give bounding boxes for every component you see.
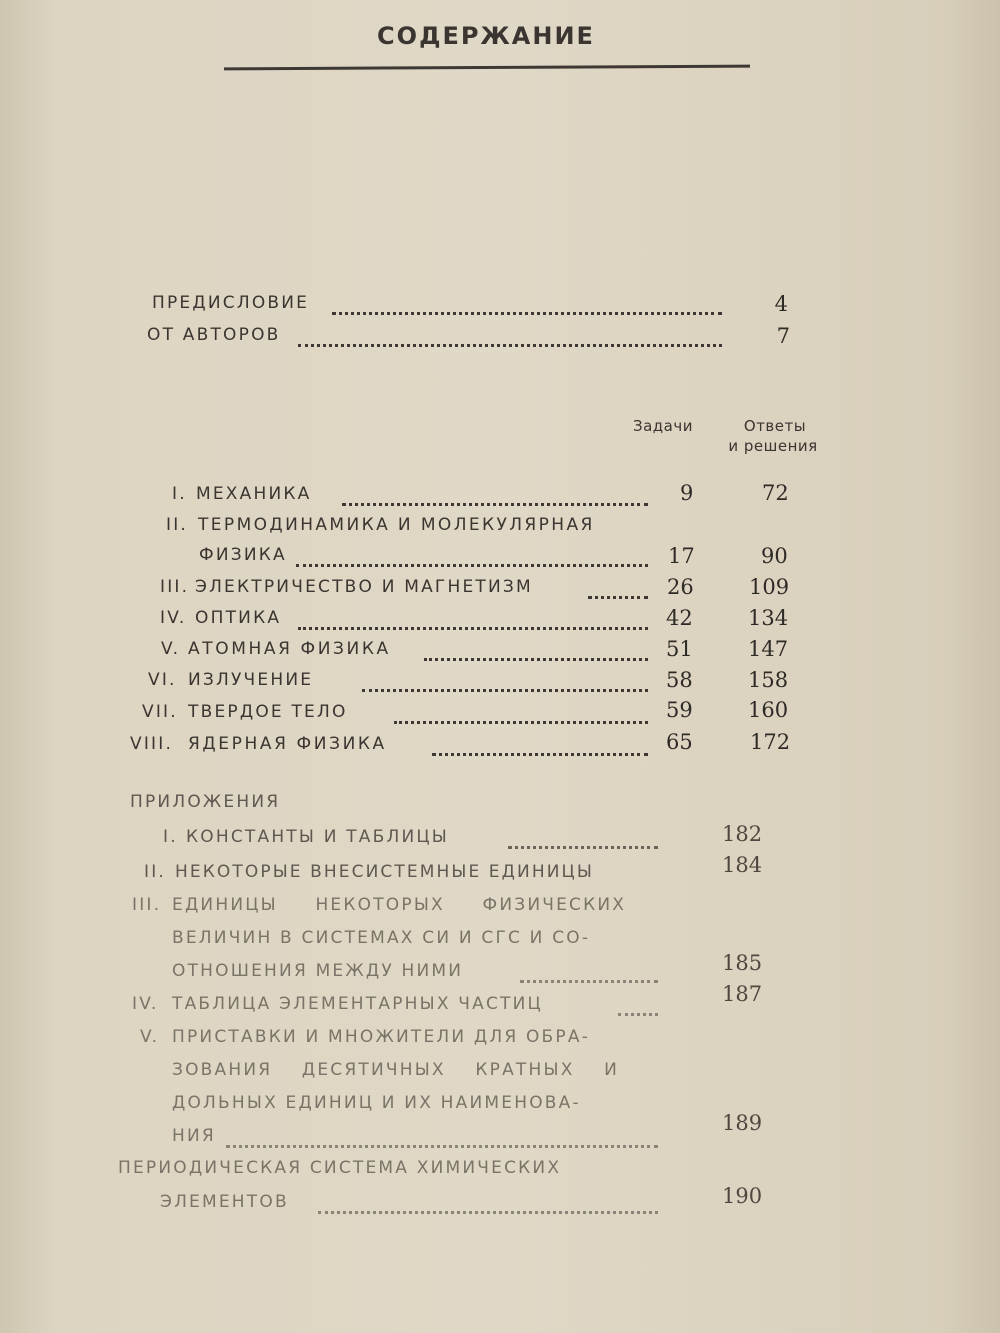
title-rule <box>224 65 750 71</box>
appendix-3-line-2: ВЕЛИЧИН В СИСТЕМАХ СИ И СГС И СО- <box>172 928 591 948</box>
toc-front-preface-page: 4 <box>774 292 788 316</box>
leader-dots <box>342 503 648 506</box>
toc-chapter-1-answers: 72 <box>762 481 789 505</box>
page-title: СОДЕРЖАНИЕ <box>377 22 595 50</box>
toc-chapter-3-number: III. <box>160 577 190 597</box>
appendix-3-number: III. <box>132 895 162 915</box>
toc-chapter-8-number: VIII. <box>130 734 174 754</box>
toc-chapter-6-answers: 158 <box>748 668 789 692</box>
column-header-problems: Задачи <box>633 417 693 435</box>
toc-chapter-6-label: ИЗЛУЧЕНИЕ <box>188 670 314 690</box>
toc-chapter-1-number: I. <box>172 484 187 504</box>
appendix-3-line-3: ОТНОШЕНИЯ МЕЖДУ НИМИ <box>172 961 464 981</box>
appendix-4-page: 187 <box>722 982 763 1006</box>
leader-dots <box>520 980 658 983</box>
appendix-3-page: 185 <box>722 951 763 975</box>
toc-chapter-5-number: V. <box>161 639 181 659</box>
toc-chapter-8-problems: 65 <box>666 730 693 754</box>
leader-dots <box>318 1211 658 1214</box>
appendix-2-label: НЕКОТОРЫЕ ВНЕСИСТЕМНЫЕ ЕДИНИЦЫ <box>175 862 594 882</box>
toc-chapter-4-label: ОПТИКА <box>195 608 282 628</box>
toc-front-preface-label: ПРЕДИСЛОВИЕ <box>152 293 310 313</box>
leader-dots <box>588 596 648 599</box>
leader-dots <box>298 627 648 630</box>
appendix-2-number: II. <box>144 862 167 882</box>
toc-chapter-4-number: IV. <box>160 608 187 628</box>
toc-chapter-1-problems: 9 <box>680 481 694 505</box>
toc-chapter-5-problems: 51 <box>666 637 693 661</box>
toc-chapter-2-problems: 17 <box>668 544 695 568</box>
periodic-table-line-2: ЭЛЕМЕНТОВ <box>160 1192 289 1212</box>
toc-chapter-8-label: ЯДЕРНАЯ ФИЗИКА <box>188 734 387 754</box>
appendix-1-page: 182 <box>722 822 763 846</box>
toc-chapter-2-label-cont: ФИЗИКА <box>199 545 287 565</box>
appendix-1-label: КОНСТАНТЫ И ТАБЛИЦЫ <box>186 827 449 847</box>
appendix-5-line-2: ЗОВАНИЯ ДЕСЯТИЧНЫХ КРАТНЫХ И <box>172 1060 620 1080</box>
toc-chapter-3-label: ЭЛЕКТРИЧЕСТВО И МАГНЕТИЗМ <box>195 577 533 597</box>
appendix-1-number: I. <box>163 827 178 847</box>
periodic-table-line-1: ПЕРИОДИЧЕСКАЯ СИСТЕМА ХИМИЧЕСКИХ <box>118 1158 562 1178</box>
leader-dots <box>424 658 648 661</box>
toc-chapter-1-label: МЕХАНИКА <box>196 484 312 504</box>
appendix-5-number: V. <box>140 1027 160 1047</box>
toc-front-authors-page: 7 <box>776 324 790 348</box>
leader-dots <box>432 753 648 756</box>
toc-chapter-6-number: VI. <box>148 670 177 690</box>
leader-dots <box>296 564 648 567</box>
toc-chapter-3-problems: 26 <box>667 575 694 599</box>
toc-chapter-4-answers: 134 <box>748 606 789 630</box>
appendix-4-label: ТАБЛИЦА ЭЛЕМЕНТАРНЫХ ЧАСТИЦ <box>172 994 543 1014</box>
column-header-answers-line2: и решения <box>728 437 818 455</box>
leader-dots <box>298 344 722 347</box>
toc-chapter-3-answers: 109 <box>749 575 790 599</box>
appendix-5-line-3: ДОЛЬНЫХ ЕДИНИЦ И ИХ НАИМЕНОВА- <box>172 1093 581 1113</box>
toc-chapter-2-answers: 90 <box>761 544 788 568</box>
leader-dots <box>618 1013 658 1016</box>
appendix-heading: ПРИЛОЖЕНИЯ <box>130 792 281 812</box>
leader-dots <box>394 721 648 724</box>
periodic-table-page: 190 <box>722 1184 763 1208</box>
appendix-5-line-1: ПРИСТАВКИ И МНОЖИТЕЛИ ДЛЯ ОБРА- <box>172 1027 591 1047</box>
appendix-3-line-1: ЕДИНИЦЫ НЕКОТОРЫХ ФИЗИЧЕСКИХ <box>172 895 627 915</box>
appendix-5-page: 189 <box>722 1111 763 1135</box>
toc-chapter-7-problems: 59 <box>666 698 693 722</box>
toc-chapter-2-number: II. <box>166 515 189 535</box>
leader-dots <box>332 312 722 315</box>
leader-dots <box>508 846 658 849</box>
toc-chapter-5-label: АТОМНАЯ ФИЗИКА <box>188 639 391 659</box>
toc-chapter-7-answers: 160 <box>748 698 789 722</box>
appendix-2-page: 184 <box>722 853 763 877</box>
toc-chapter-8-answers: 172 <box>750 730 791 754</box>
column-header-answers-line1: Ответы <box>743 417 807 435</box>
appendix-4-number: IV. <box>132 994 159 1014</box>
toc-chapter-7-label: ТВЕРДОЕ ТЕЛО <box>188 702 348 722</box>
toc-chapter-6-problems: 58 <box>666 668 693 692</box>
toc-front-authors-label: ОТ АВТОРОВ <box>147 325 281 345</box>
toc-chapter-4-problems: 42 <box>666 606 693 630</box>
leader-dots <box>226 1145 658 1148</box>
toc-chapter-5-answers: 147 <box>748 637 789 661</box>
leader-dots <box>362 689 648 692</box>
toc-chapter-7-number: VII. <box>142 702 178 722</box>
toc-chapter-2-label: ТЕРМОДИНАМИКА И МОЛЕКУЛЯРНАЯ <box>198 515 595 535</box>
appendix-5-line-4: НИЯ <box>172 1126 216 1146</box>
